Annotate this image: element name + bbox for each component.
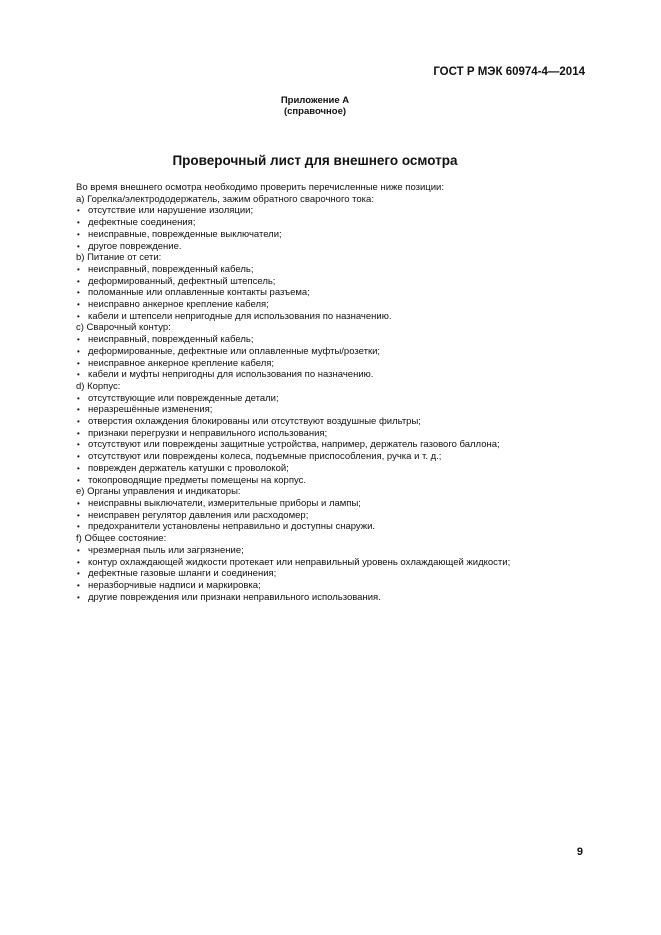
list-item [76, 393, 586, 405]
intro-text: Во время внешнего осмотра необходимо проверить перечисленные ниже позиции: [76, 182, 444, 193]
list-item-text: неисправны выключатели, измерительные приборы и лампы; [88, 497, 361, 509]
bullet-icon: • [77, 545, 80, 555]
bullet-icon: • [77, 463, 80, 473]
list-item [76, 404, 586, 416]
bullet-icon: • [77, 475, 80, 485]
page-title: Проверочный лист для внешнего осмотра [172, 153, 458, 168]
list-item [76, 580, 586, 592]
list-item-text: неисправный, поврежденный кабель; [88, 334, 254, 346]
list-item [76, 264, 586, 276]
list-item-text: предохранители установлены неправильно и доступны снаружи. [88, 521, 376, 533]
section-item-list [76, 545, 586, 604]
bullet-icon: • [77, 440, 80, 450]
list-item-text: неразборчивые надписи и маркировка; [88, 579, 261, 591]
list-item-text: деформированные, дефектные или оплавленные муфты/розетки; [88, 345, 381, 357]
annex-label: Приложение А [280, 95, 350, 106]
list-item [76, 299, 586, 311]
list-item-text: дефектные соединения; [88, 217, 196, 229]
section-item-list [76, 498, 586, 533]
section-item-list [76, 334, 586, 381]
list-item [76, 358, 586, 370]
bullet-icon: • [77, 569, 80, 579]
list-item-text: чрезмерная пыль или загрязнение; [88, 544, 244, 556]
list-item [76, 439, 586, 451]
list-item [76, 451, 586, 463]
section-label: f) Общее состояние: [76, 533, 167, 545]
annex-type: (справочное) [283, 106, 347, 117]
checklist-section [76, 194, 586, 253]
bullet-icon: • [77, 580, 80, 590]
bullet-icon: • [77, 370, 80, 380]
list-item-text: отсутствуют или повреждены защитные устройства, например, держатель газового баллона; [88, 439, 500, 451]
bullet-icon: • [77, 358, 80, 368]
list-item-text: токопроводящие предметы помещены на корпус. [88, 474, 307, 486]
list-item-text: кабели и муфты непригодны для использования по назначению. [88, 369, 374, 381]
bullet-icon: • [77, 311, 80, 321]
bullet-icon: • [77, 276, 80, 286]
list-item-text: отверстия охлаждения блокированы или отсутствуют воздушные фильтры; [88, 416, 421, 428]
bullet-icon: • [77, 452, 80, 462]
list-item-text: отсутствующие или поврежденные детали; [88, 392, 279, 404]
bullet-icon: • [77, 264, 80, 274]
bullet-icon: • [77, 288, 80, 298]
bullet-icon: • [77, 218, 80, 228]
list-item [76, 346, 586, 358]
bullet-icon: • [77, 557, 80, 567]
bullet-icon: • [77, 346, 80, 356]
list-item-text: дефектные газовые шланги и соединения; [88, 568, 277, 580]
checklist-section [76, 322, 586, 381]
list-item [76, 416, 586, 428]
bullet-icon: • [77, 335, 80, 345]
list-item-text: контур охлаждающей жидкости протекает или неправильный уровень охлаждающей жидкости; [88, 556, 511, 568]
list-item [76, 311, 586, 323]
list-item [76, 463, 586, 475]
bullet-icon: • [77, 393, 80, 403]
section-label: c) Сварочный контур: [76, 322, 171, 334]
list-item-text: поврежден держатель катушки с проволокой; [88, 462, 289, 474]
annex-heading [0, 95, 630, 117]
section-item-list [76, 393, 586, 487]
bullet-icon: • [77, 300, 80, 310]
bullet-icon: • [77, 241, 80, 251]
list-item-text: неисправные, поврежденные выключатели; [88, 228, 282, 240]
bullet-icon: • [77, 417, 80, 427]
bullet-icon: • [77, 592, 80, 602]
list-item [76, 545, 586, 557]
list-item-text: неисправный, поврежденный кабель; [88, 263, 254, 275]
list-item [76, 475, 586, 487]
list-item [76, 521, 586, 533]
checklist-sections [76, 194, 586, 604]
list-item [76, 229, 586, 241]
bullet-icon: • [77, 522, 80, 532]
bullet-icon: • [77, 498, 80, 508]
list-item-text: неисправен регулятор давления или расходомер; [88, 509, 309, 521]
list-item-text: другие повреждения или признаки неправильного использования. [88, 591, 381, 603]
list-item-text: другое повреждение. [88, 240, 182, 252]
list-item [76, 241, 586, 253]
list-item-text: неисправно анкерное крепление кабеля; [88, 299, 269, 311]
list-item [76, 592, 586, 604]
bullet-icon: • [77, 405, 80, 415]
list-item [76, 428, 586, 440]
section-label: a) Горелка/электрододержатель, зажим обратного сварочного тока: [76, 193, 374, 205]
list-item-text: неисправное анкерное крепление кабеля; [88, 357, 275, 369]
list-item [76, 287, 586, 299]
bullet-icon: • [77, 428, 80, 438]
list-item [76, 510, 586, 522]
list-item-text: отсутствие или нарушение изоляции; [88, 205, 254, 217]
checklist-body [76, 182, 586, 603]
checklist-section [76, 533, 586, 603]
document-code: ГОСТ Р МЭК 60974-4—2014 [433, 66, 585, 78]
section-label: b) Питание от сети: [76, 252, 162, 264]
list-item [76, 334, 586, 346]
bullet-icon: • [77, 229, 80, 239]
section-label: d) Корпус: [76, 380, 121, 392]
bullet-icon: • [77, 510, 80, 520]
checklist-section [76, 252, 586, 322]
list-item-text: неразрешённые изменения; [88, 404, 213, 416]
section-item-list [76, 205, 586, 252]
list-item [76, 568, 586, 580]
checklist-section [76, 486, 586, 533]
list-item-text: отсутствуют или повреждены колеса, подъемные приспособления, ручка и т. д.; [88, 451, 442, 463]
list-item-text: кабели и штепсели непригодные для использования по назначению. [88, 310, 392, 322]
list-item [76, 205, 586, 217]
section-item-list [76, 264, 586, 323]
list-item [76, 557, 586, 569]
list-item-text: деформированный, дефектный штепсель; [88, 275, 276, 287]
checklist-section [76, 381, 586, 486]
section-label: e) Органы управления и индикаторы: [76, 486, 241, 498]
list-item [76, 369, 586, 381]
page-number: 9 [576, 846, 583, 858]
list-item [76, 498, 586, 510]
bullet-icon: • [77, 206, 80, 216]
list-item [76, 276, 586, 288]
list-item-text: признаки перегрузки и неправильного использования; [88, 427, 328, 439]
list-item-text: поломанные или оплавленные контакты разъема; [88, 287, 310, 299]
list-item [76, 217, 586, 229]
